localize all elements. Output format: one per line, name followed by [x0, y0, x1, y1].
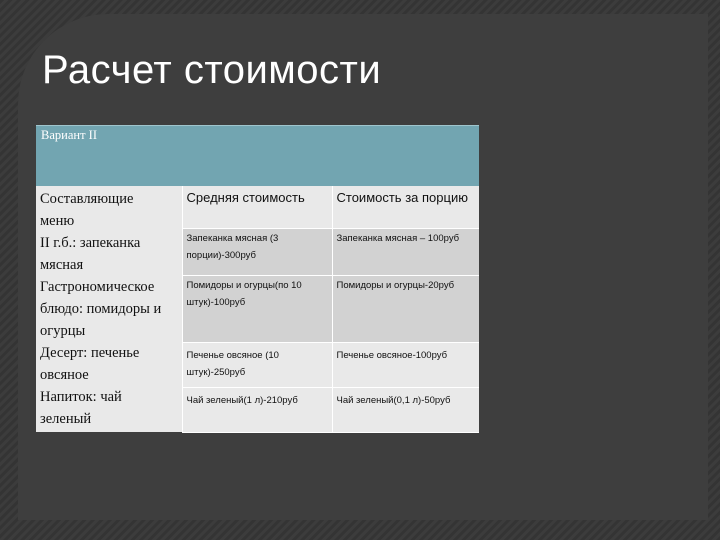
menu-line: Гастрономическое [40, 279, 155, 295]
menu-line: II г.б.: запеканка [40, 235, 141, 251]
avg-cost-cell: Чай зеленый(1 л)-210руб [182, 387, 332, 432]
menu-line: мясная [40, 257, 84, 273]
portion-cost-cell: Запеканка мясная – 100руб [332, 229, 479, 276]
avg-cost-cell: Запеканка мясная (3 порции)-300руб [182, 229, 332, 276]
table-header: Вариант II [36, 126, 479, 187]
slide-title: Расчет стоимости [42, 48, 382, 92]
menu-line: блюдо: помидоры и [40, 301, 162, 317]
menu-line: Составляющие [40, 191, 134, 207]
menu-line: Напиток: чай [40, 389, 122, 405]
table-row [36, 186, 479, 229]
menu-line: огурцы [40, 323, 86, 339]
menu-line: Десерт: печенье [40, 345, 140, 361]
avg-cost-cell: Печенье овсяное (10 штук)-250руб [182, 343, 332, 388]
avg-cost-cell: Помидоры и огурцы(по 10 штук)-100руб [182, 275, 332, 342]
col-header-average: Средняя стоимость [182, 186, 332, 229]
cost-table [36, 125, 479, 433]
menu-column-cell [36, 186, 182, 432]
portion-cost-cell: Помидоры и огурцы-20руб [332, 275, 479, 342]
table-header-row [36, 126, 479, 187]
menu-line: овсяное [40, 367, 89, 383]
portion-cost-cell: Чай зеленый(0,1 л)-50руб [332, 387, 479, 432]
portion-cost-cell: Печенье овсяное-100руб [332, 343, 479, 388]
menu-line: зеленый [40, 411, 92, 427]
menu-line: меню [40, 213, 75, 229]
col-header-portion: Стоимость за порцию [332, 186, 479, 229]
